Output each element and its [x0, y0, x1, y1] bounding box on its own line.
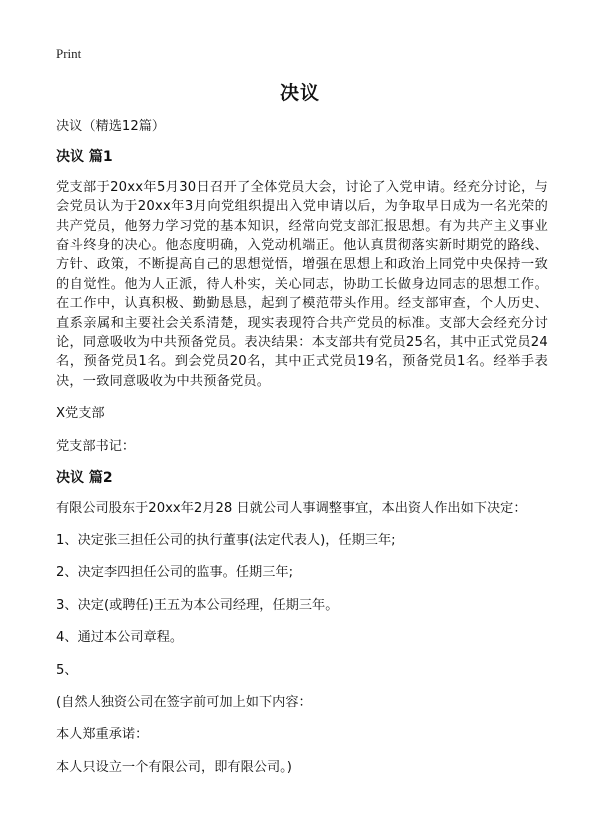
section-2-line-pledge: 本人郑重承诺： [56, 727, 149, 743]
print-label: Print [56, 46, 82, 61]
section-2-line-item-1: 1、决定张三担任公司的执行董事(法定代表人)，任期三年; [56, 532, 396, 548]
document-body [56, 117, 548, 790]
section-2-line-item-2: 2、决定李四担任公司的监事。任期三年; [56, 565, 294, 581]
section-heading-2: 决议 篇2 [56, 470, 113, 487]
page-title: 决议 [279, 82, 320, 104]
section-1-secretary-line: 党支部书记： [56, 438, 136, 454]
section-2-line-item-5: 5、 [56, 662, 78, 678]
section-2-line-pledge-text: 本人只设立一个有限公司，即有限公司。) [56, 759, 292, 775]
section-1-paragraph: 党支部于20xx年5月30日召开了全体党员大会，讨论了入党申请。经充分讨论，与会党员认为于20xx年3月向党组织提出入党申请以后，为争取早日成为一名光荣的共产党员，他努力学习党的基本知识，经常向党支部汇报思想。有为共产主义事业奋斗终身的决心。他态度明确，入党动机端正。他认真贯彻落实新时期党的路线、方针、政策，不断提高自己的思想觉悟，增强在思想上和政治上同党中央保持一致的自觉性。他为人正派，待人朴实，关心同志，协助工长做身边同志的思想工作。在工作中，认真积极、勤勤恳恳，起到了模范带头作用。经支部审查，个人历史、直系亲属和主要社会关系清楚，现实表现符合共产党员的标准。支部大会经充分讨论，同意吸收为中共预备党员。表决结果：本支部共有党员25名，其中正式党员24名，预备党员1名。到会党员20名，其中正式党员19名，预备党员1名。经举手表决，一致同意吸收为中共预备党员。 [56, 179, 548, 389]
section-2-line-item-3: 3、决定(或聘任)王五为本公司经理，任期三年。 [56, 597, 339, 613]
section-2-line-note: (自然人独资公司在签字前可加上如下内容： [56, 694, 312, 710]
section-2-line-intro: 有限公司股东于20xx年2月28 日就公司人事调整事宜，本出资人作出如下决定： [56, 500, 527, 516]
section-2-line-item-4: 4、通过本公司章程。 [56, 630, 184, 646]
section-heading-1: 决议 篇1 [56, 149, 113, 166]
document-subtitle: 决议（精选12篇） [56, 119, 166, 134]
section-1-branch-name: X党支部 [56, 406, 105, 422]
